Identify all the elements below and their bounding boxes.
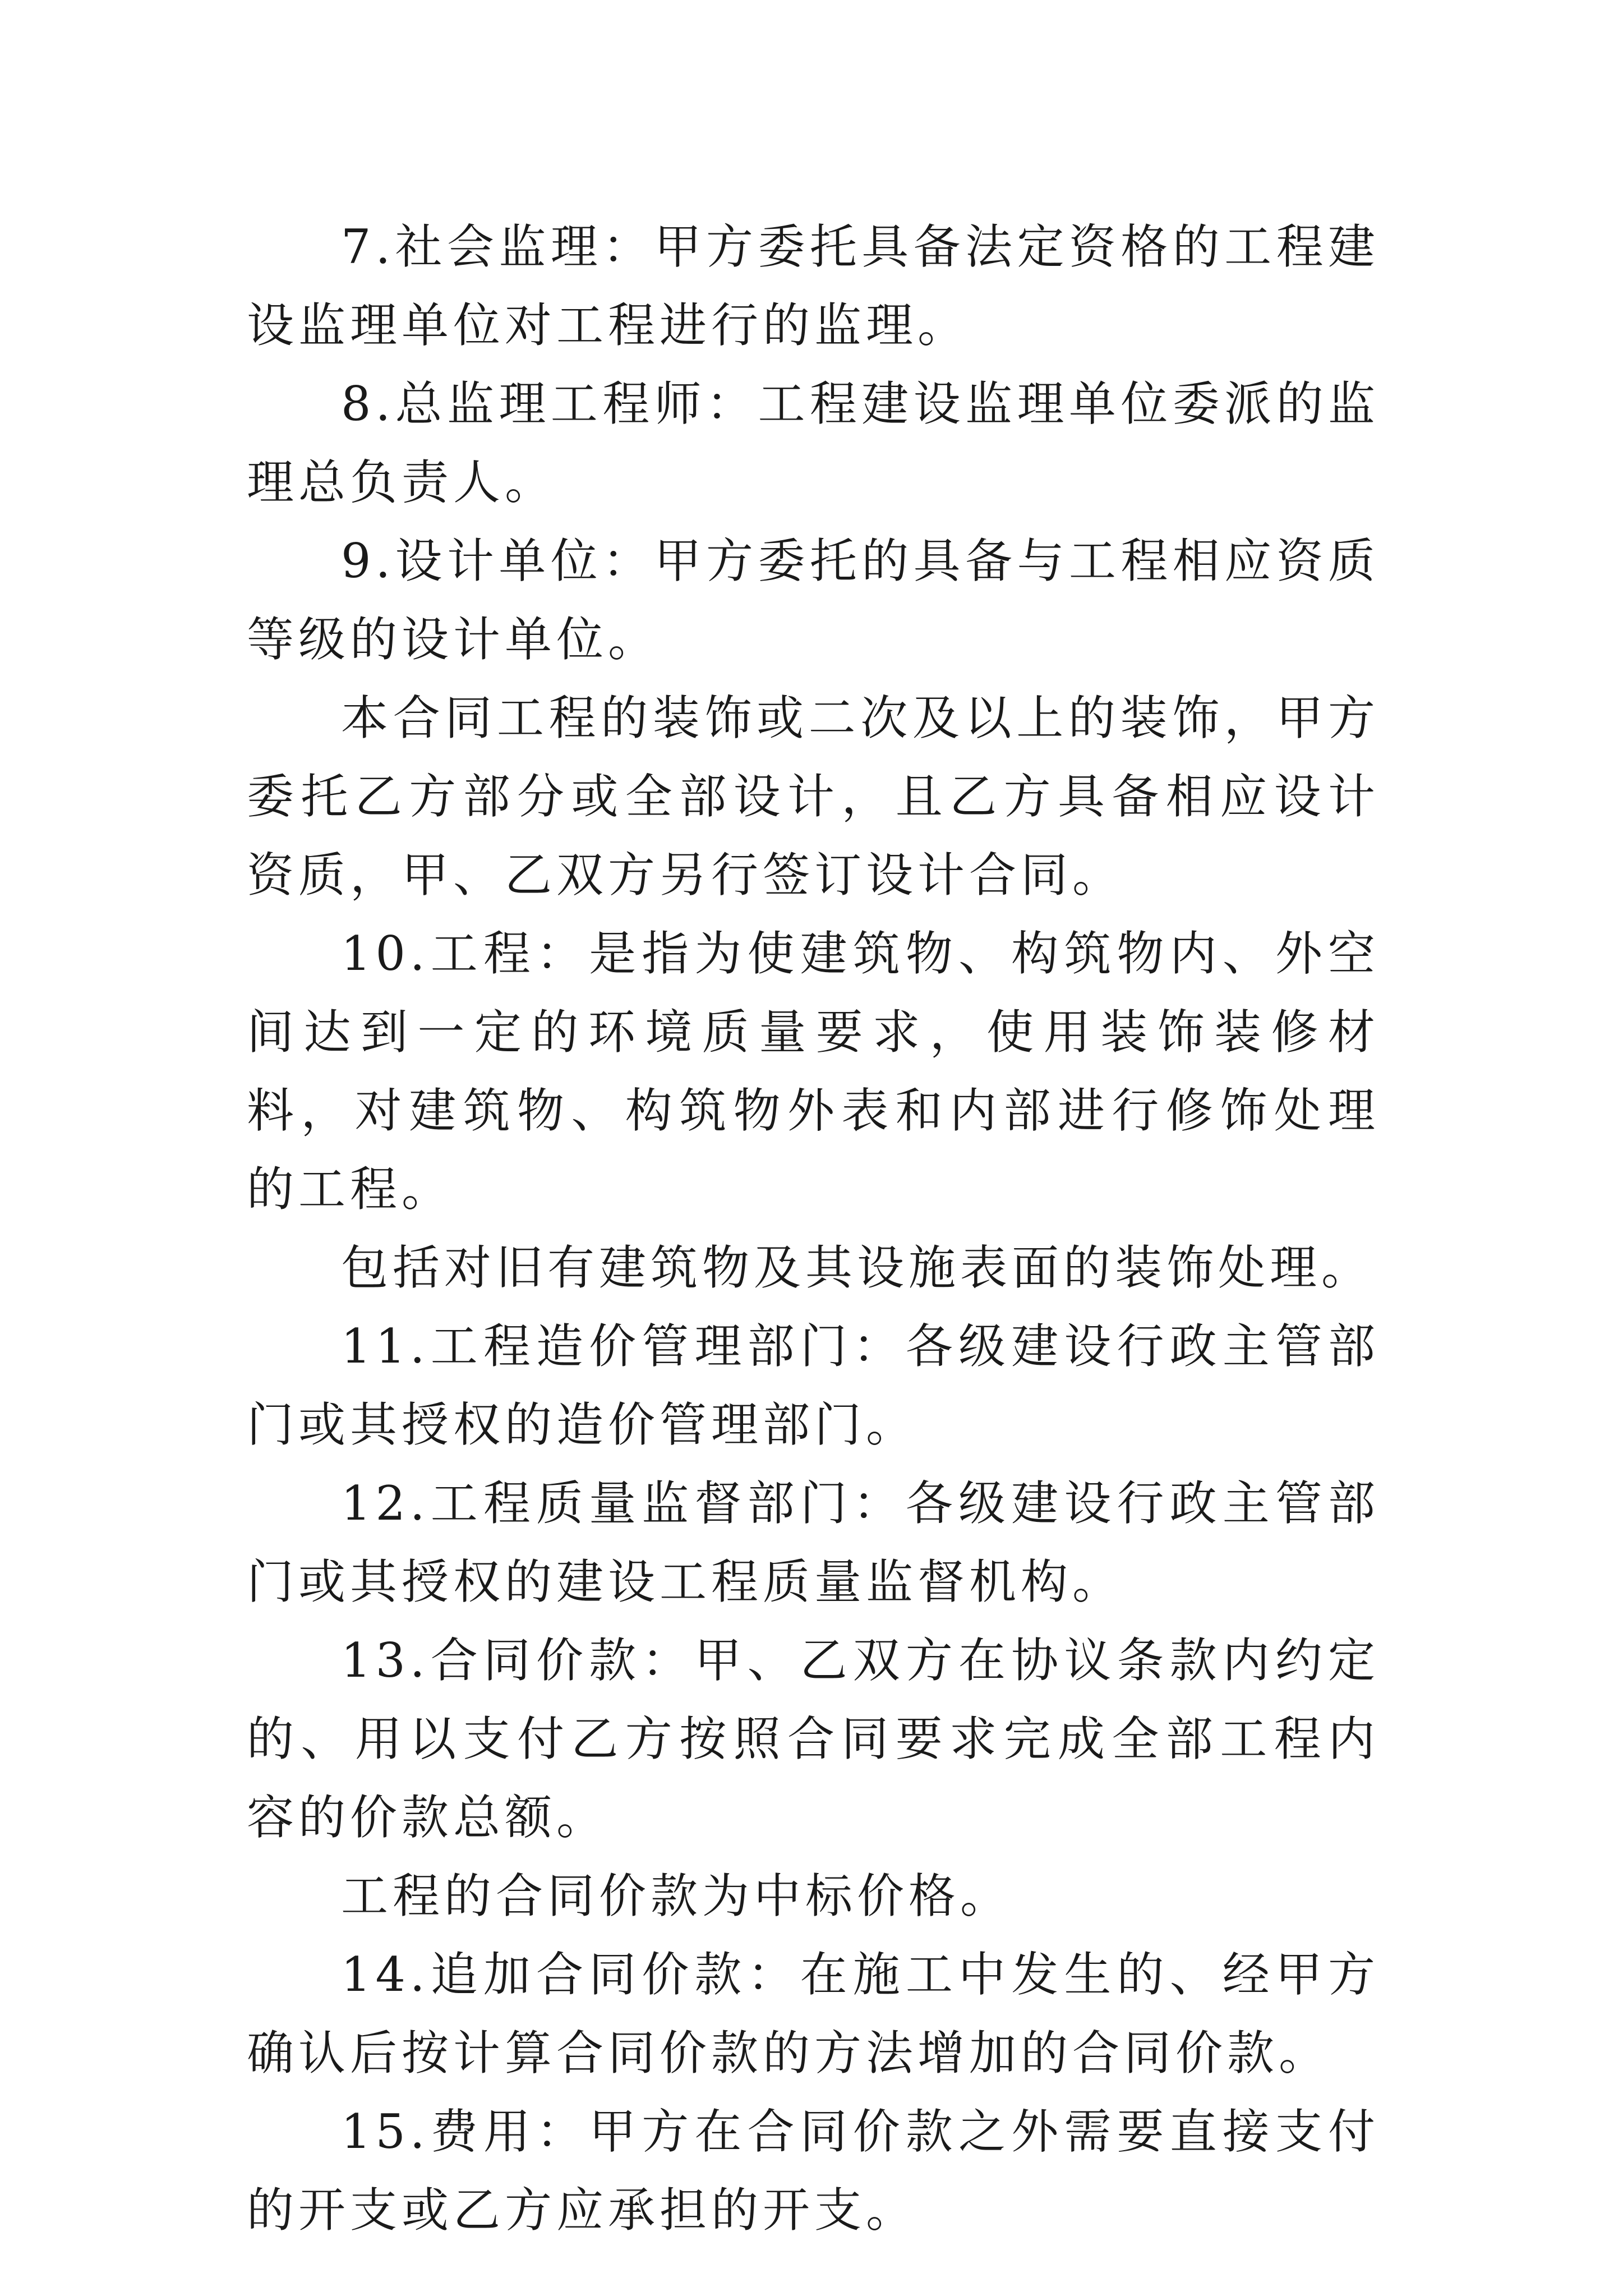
paragraph-clause-11: 11.工程造价管理部门：各级建设行政主管部门或其授权的造价管理部门。 <box>247 1319 1380 1452</box>
paragraph-clause-12: 12.工程质量监督部门：各级建设行政主管部门或其授权的建设工程质量监督机构。 <box>247 1476 1380 1609</box>
paragraph-clause-13-note: 工程的合同价款为中标价格。 <box>341 1869 1012 1924</box>
paragraph-clause-15: 15.费用：甲方在合同价款之外需要直接支付的开支或乙方应承担的开支。 <box>247 2104 1380 2238</box>
paragraph-clause-9: 9.设计单位：甲方委托的具备与工程相应资质等级的设计单位。 <box>247 533 1380 667</box>
paragraph-clause-14: 14.追加合同价款：在施工中发生的、经甲方确认后按计算合同价款的方法增加的合同价款。 <box>247 1947 1380 2081</box>
paragraph-clause-10-note: 包括对旧有建筑物及其设施表面的装饰处理。 <box>341 1240 1373 1295</box>
paragraph-clause-13: 13.合同价款：甲、乙双方在协议条款内约定的、用以支付乙方按照合同要求完成全部工程内容的价款总额。 <box>247 1633 1380 1845</box>
paragraph-design-contract-note: 本合同工程的装饰或二次及以上的装饰，甲方委托乙方部分或全部设计，且乙方具备相应设计资质，甲、乙双方另行签订设计合同。 <box>247 691 1380 903</box>
document-body <box>247 208 1380 2249</box>
paragraph-clause-10: 10.工程：是指为使建筑物、构筑物内、外空间达到一定的环境质量要求，使用装饰装修材料，对建筑物、构筑物外表和内部进行修饰处理的工程。 <box>247 926 1380 1217</box>
paragraph-clause-8: 8.总监理工程师：工程建设监理单位委派的监理总负责人。 <box>247 376 1380 510</box>
paragraph-clause-7: 7.社会监理：甲方委托具备法定资格的工程建设监理单位对工程进行的监理。 <box>247 219 1380 353</box>
